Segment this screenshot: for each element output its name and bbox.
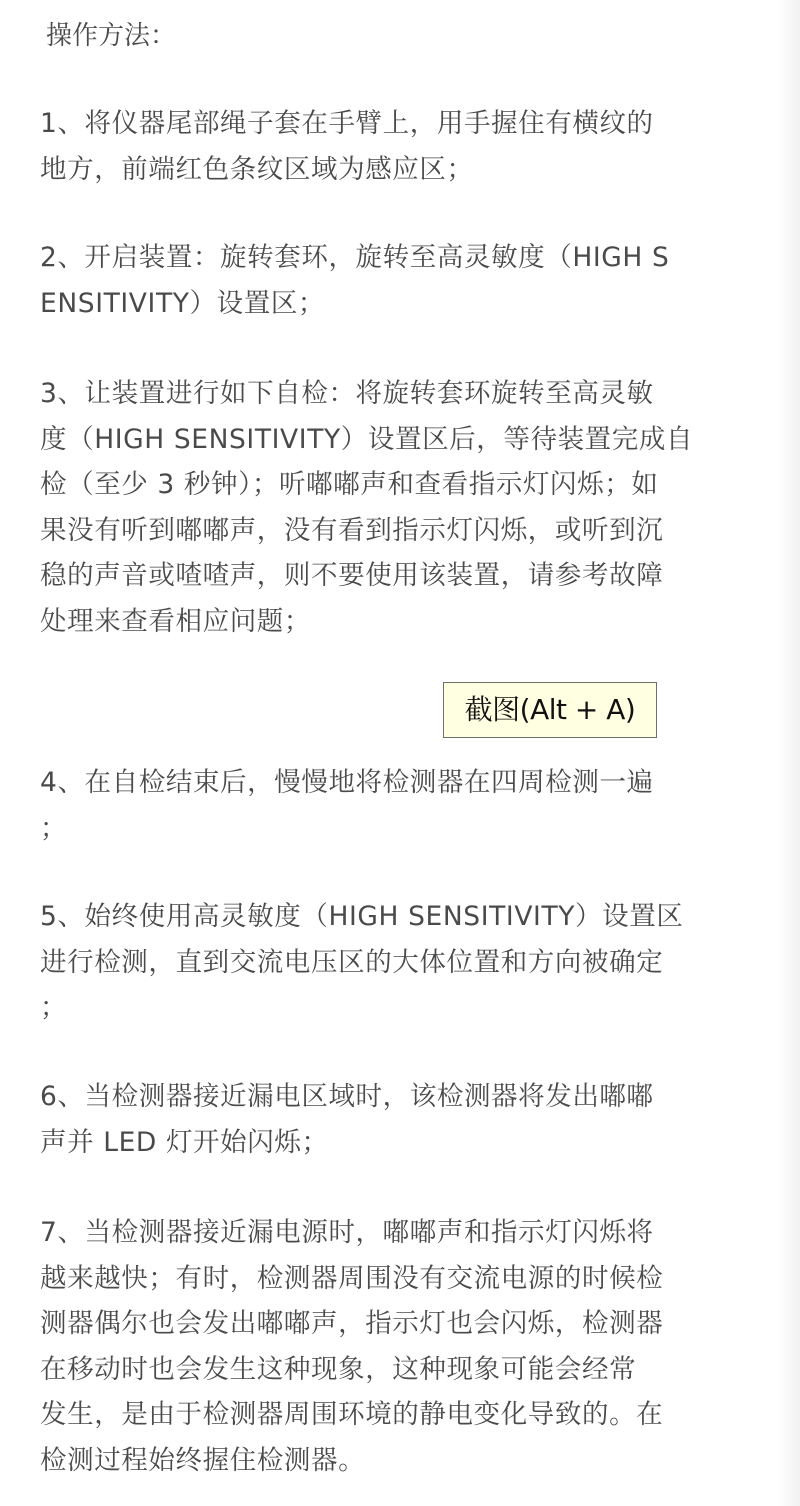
text-line: 发生，是由于检测器周围环境的静电变化导致的。在 <box>40 1399 664 1430</box>
text-line: ENSITIVITY）设置区； <box>40 287 326 319</box>
text-line: 在移动时也会发生这种现象，这种现象可能会经常 <box>40 1353 637 1385</box>
text-line: 声并 LED 灯开始闪烁； <box>40 1126 329 1158</box>
text-line: 2、开启装置：旋转套环，旋转至高灵敏度（HIGH S <box>40 242 670 273</box>
text-line: 5、始终使用高灵敏度（HIGH SENSITIVITY）设置区 <box>40 901 684 932</box>
text-line: 地方，前端红色条纹区域为感应区； <box>40 153 474 185</box>
text-line: 4、在自检结束后，慢慢地将检测器在四周检测一遍 <box>40 767 654 798</box>
text-line: 3、让装置进行如下自检：将旋转套环旋转至高灵敏 <box>40 378 654 409</box>
text-line: 1、将仪器尾部绳子套在手臂上，用手握住有横纹的 <box>40 108 654 139</box>
text-line: 果没有听到嘟嘟声，没有看到指示灯闪烁，或听到沉 <box>40 514 664 546</box>
text-line: 处理来查看相应问题； <box>40 605 311 637</box>
text-line: 度（HIGH SENSITIVITY）设置区后，等待装置完成自 <box>40 423 694 455</box>
screenshot-shortcut-tooltip: 截图(Alt + A) <box>443 682 657 738</box>
step-6 <box>40 1074 654 1165</box>
step-1 <box>40 101 654 192</box>
step-2 <box>40 235 669 326</box>
page-edge-shadow <box>778 0 800 1506</box>
section-title: 操作方法： <box>46 21 177 51</box>
step-4 <box>40 760 654 851</box>
step-3 <box>40 371 693 644</box>
text-line: 7、当检测器接近漏电源时，嘟嘟声和指示灯闪烁将 <box>40 1217 654 1248</box>
text-line: ； <box>40 812 68 844</box>
text-line: 6、当检测器接近漏电区域时，该检测器将发出嘟嘟 <box>40 1081 654 1112</box>
text-line: ； <box>40 992 68 1023</box>
text-line: 稳的声音或喳喳声，则不要使用该装置，请参考故障 <box>40 560 664 591</box>
text-line: 测器偶尔也会发出嘟嘟声，指示灯也会闪烁，检测器 <box>40 1308 664 1339</box>
step-5 <box>40 894 683 1031</box>
text-line: 进行检测，直到交流电压区的大体位置和方向被确定 <box>40 946 664 978</box>
text-line: 越来越快；有时，检测器周围没有交流电源的时候检 <box>40 1262 664 1294</box>
step-7 <box>40 1210 663 1483</box>
text-line: 检测过程始终握住检测器。 <box>40 1444 366 1476</box>
text-line: 检（至少 3 秒钟）；听嘟嘟声和查看指示灯闪烁；如 <box>40 469 659 500</box>
